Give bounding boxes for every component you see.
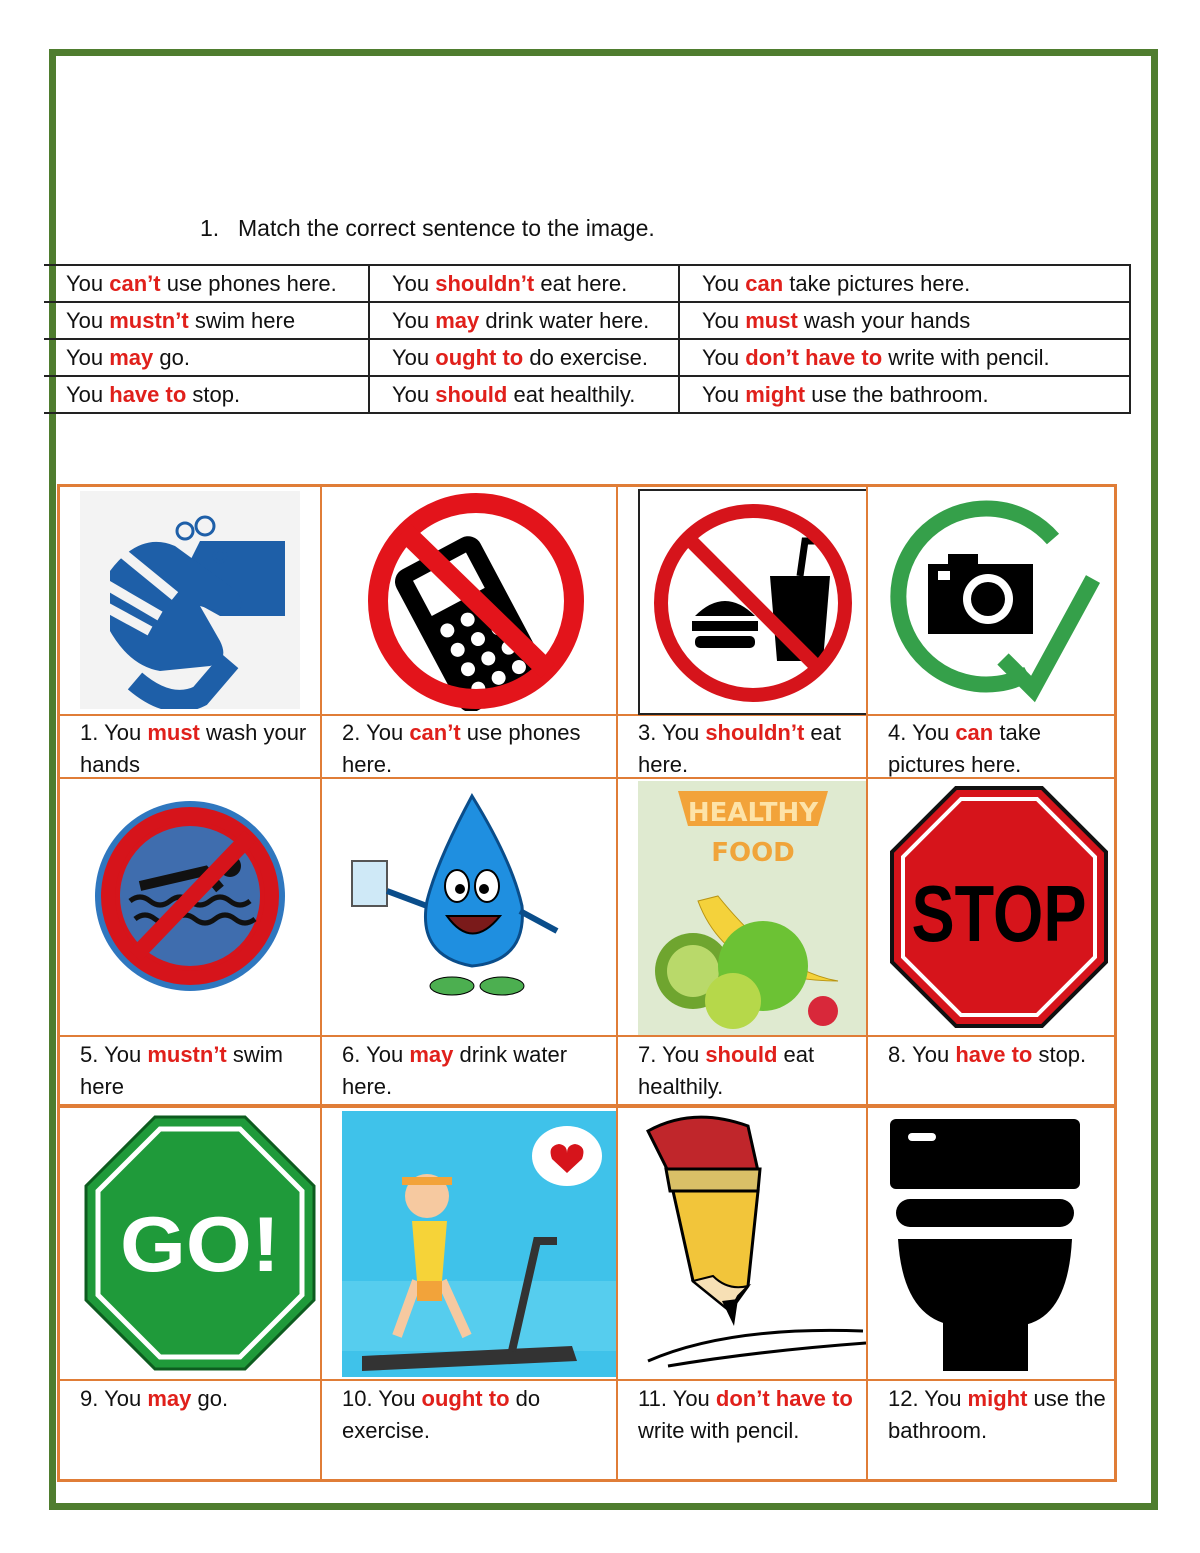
- sentence-cell: You have to stop.: [44, 376, 369, 413]
- instruction-number: 1.: [200, 215, 220, 241]
- hand-washing-icon: [80, 491, 300, 709]
- card-caption: 5. You mustn’t swim here: [80, 1042, 283, 1099]
- no-phone-icon: [342, 489, 610, 711]
- sentence-cell: You don’t have to write with pencil.: [679, 339, 1130, 376]
- sentence-cell: You can take pictures here.: [679, 265, 1130, 302]
- card-caption: 2. You can’t use phones here.: [342, 720, 581, 777]
- instruction: [200, 215, 655, 242]
- go-sign-icon: [80, 1111, 320, 1375]
- sentence-cell: You may drink water here.: [369, 302, 679, 339]
- sentence-cell: You shouldn’t eat here.: [369, 265, 679, 302]
- picture-grid: [57, 484, 1117, 1482]
- sentence-cell: You might use the bathroom.: [679, 376, 1130, 413]
- toilet-icon: [868, 1111, 1114, 1377]
- no-swimming-icon: [80, 781, 300, 1031]
- treadmill-icon: [342, 1111, 616, 1377]
- stop-sign-icon: [886, 783, 1112, 1031]
- no-food-icon: [638, 489, 866, 715]
- table-row: [44, 376, 1130, 413]
- table-row: [44, 339, 1130, 376]
- card-caption: 3. You shouldn’t eat here.: [638, 720, 841, 777]
- sentence-cell: You should eat healthily.: [369, 376, 679, 413]
- healthy-banner-text: HEALTHY: [687, 798, 819, 828]
- stop-text: STOP: [911, 869, 1087, 958]
- sentence-cell: You can’t use phones here.: [44, 265, 369, 302]
- sentence-cell: You ought to do exercise.: [369, 339, 679, 376]
- card-caption: 9. You may go.: [80, 1386, 229, 1411]
- pencil-icon: [638, 1111, 866, 1377]
- table-row: [44, 302, 1130, 339]
- instruction-text: Match the correct sentence to the image.: [238, 215, 655, 241]
- card-caption: 10. You ought to do exercise.: [342, 1386, 541, 1443]
- camera-allowed-icon: [868, 489, 1114, 711]
- card-caption: 12. You might use the bathroom.: [888, 1386, 1106, 1443]
- card-caption: 11. You don’t have to write with pencil.: [638, 1386, 853, 1443]
- sentence-cell: You may go.: [44, 339, 369, 376]
- sentence-cell: You mustn’t swim here: [44, 302, 369, 339]
- go-text: GO!: [120, 1200, 280, 1288]
- card-caption: 4. You can take pictures here.: [888, 720, 1041, 777]
- sentence-cell: You must wash your hands: [679, 302, 1130, 339]
- water-drop-icon: [342, 781, 592, 1031]
- card-caption: 8. You have to stop.: [888, 1042, 1087, 1067]
- food-banner-text: FOOD: [711, 838, 795, 868]
- healthy-food-icon: [638, 781, 866, 1035]
- table-row: [44, 265, 1130, 302]
- card-caption: 1. You must wash your hands: [80, 720, 307, 777]
- card-caption: 7. You should eat healthily.: [638, 1042, 815, 1099]
- sentence-table: [44, 264, 1131, 414]
- card-caption: 6. You may drink water here.: [342, 1042, 568, 1099]
